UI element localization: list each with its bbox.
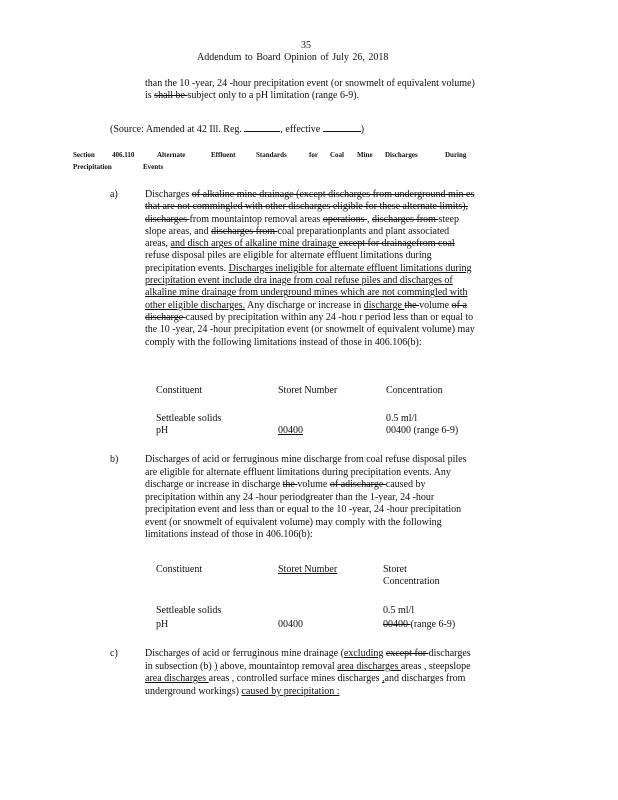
struck-text: that are not commingled with other discharges eligible for these alternate limits), <box>145 201 469 213</box>
text-segment: are eligible for alternate effluent limitations during precipitation events. Any <box>145 466 451 478</box>
paragraph-line <box>145 300 475 312</box>
table-header: Constituent <box>156 564 203 575</box>
struck-text: the <box>282 479 298 490</box>
intro-text: is <box>145 90 155 102</box>
text-segment: above, mountaintop removal <box>217 660 338 672</box>
table-header: Storet Number <box>278 385 338 396</box>
paragraph-line <box>145 661 471 674</box>
paragraph-line <box>145 529 466 542</box>
underlined-text: alkaline mine drainage from underground mines which are not commingled with <box>145 287 468 299</box>
table-cell: 00400 <box>278 425 303 436</box>
page-number: 35 <box>301 40 311 51</box>
struck-text: of alkaline mine drainage (except discharges from underground min es <box>191 189 475 200</box>
underlined-text: precipitation event include dra inage from coal refuse piles and discharges of <box>145 275 453 287</box>
blank-line <box>244 122 280 132</box>
table-header: Concentration <box>383 576 440 587</box>
paragraph-line <box>145 312 475 324</box>
heading-word: During <box>445 151 467 159</box>
text-segment: areas, <box>145 238 171 250</box>
heading-word: for <box>309 151 318 159</box>
underlined-text: area discharges <box>337 660 401 672</box>
text-segment: from mountaintop removal areas <box>189 213 323 225</box>
struck-text: operations <box>322 213 367 225</box>
struck-text: shall be <box>154 90 188 102</box>
paragraph-line <box>145 454 466 467</box>
text-segment: precipitation within any 24 -hour periodgreater than the 1-year, 24 -hour <box>145 491 435 503</box>
underlined-text: and disch arges of alkaline mine drainage <box>170 238 339 250</box>
heading-word: Mine <box>357 151 373 159</box>
paragraph-line <box>145 250 475 262</box>
text-segment: precipitation event and less than or equal to the 10 -year, 24 -hour precipitation <box>145 504 462 515</box>
paragraph-line <box>145 189 475 201</box>
text-segment: the 10 -year, 24 -hour precipitation event (or snowmelt of equivalent volume) may <box>145 324 475 336</box>
text-segment: Discharges of acid or ferruginous mine drainage ( <box>145 648 344 659</box>
heading-word: Precipitation <box>73 163 112 171</box>
paragraph-line <box>145 337 475 349</box>
text-segment: volume <box>297 479 330 490</box>
source-text: ) <box>360 124 365 135</box>
text-segment: areas , controlled surface mines discharges <box>208 673 383 685</box>
paragraph-line <box>145 287 475 299</box>
table-cell: Settleable solids <box>156 413 222 424</box>
text-segment: areas , steepslope <box>400 660 471 672</box>
heading-word: Alternate <box>157 151 186 159</box>
paragraph-line <box>145 517 466 530</box>
underlined-text: Discharges ineligible for alternate effluent limitations during <box>228 262 472 274</box>
paragraph-line <box>145 673 471 686</box>
page-title: Addendum to Board Opinion of July 26, 2018 <box>197 52 389 63</box>
table-header: Constituent <box>156 385 203 396</box>
struck-text: discharges <box>145 213 190 225</box>
paragraph-line <box>145 263 475 275</box>
subsection-label-a: a) <box>110 189 118 200</box>
underlined-text: discharge <box>363 299 405 311</box>
text-segment: caused by <box>385 479 426 490</box>
paragraph-line <box>145 275 475 287</box>
struck-text: the <box>404 299 420 311</box>
intro-line <box>145 90 475 102</box>
source-text: , effective <box>280 124 321 135</box>
section-number: 406.110 <box>112 151 135 159</box>
heading-word: Standards <box>256 151 287 159</box>
source-note <box>110 122 364 136</box>
struck-text: discharge <box>145 311 186 323</box>
struck-text: of a <box>451 299 467 311</box>
text-segment: limitations instead of those in 406.106(b): <box>145 529 313 540</box>
subsection-c-body <box>145 648 471 698</box>
paragraph-line <box>145 479 466 492</box>
subsection-b-body <box>145 454 466 542</box>
paragraph-line <box>145 504 466 517</box>
table-cell: 00400 <box>278 619 303 630</box>
table-header: Concentration <box>386 385 443 396</box>
paragraph-line <box>145 226 475 238</box>
subsection-a-body <box>145 189 475 349</box>
table-cell: Settleable solids <box>156 605 222 616</box>
text-segment: discharges <box>428 648 471 659</box>
heading-word: Effluent <box>211 151 236 159</box>
table-cell: 0.5 ml/l <box>386 413 418 424</box>
text-segment: precipitation events. <box>145 262 229 274</box>
underlined-text: excluding <box>343 648 384 659</box>
text-segment: underground workings) <box>145 685 242 697</box>
table-cell: pH <box>156 425 169 436</box>
underlined-text: ) <box>214 660 218 672</box>
intro-line: than the 10 -year, 24 -hour precipitation event (or snowmelt of equivalent volume) <box>145 78 475 89</box>
subsection-label-c: c) <box>110 648 118 659</box>
heading-word: Coal <box>330 151 344 159</box>
table-cell: 00400 (range 6-9) <box>386 425 459 436</box>
heading-word: Events <box>143 163 164 171</box>
paragraph-line <box>145 467 466 480</box>
text-segment: Discharges <box>145 189 192 200</box>
paragraph-line <box>145 492 466 505</box>
table-header: Storet Number <box>278 564 338 575</box>
source-text: (Source: Amended at 42 Ill. Reg. <box>110 124 242 135</box>
text-segment: caused by precipitation within any 24 -hou r period less than or equal to <box>185 311 474 323</box>
paragraph-line <box>145 324 475 336</box>
paragraph-line <box>145 214 475 226</box>
text-segment: Any discharge or increase in <box>245 299 364 311</box>
text-segment: slope areas, and <box>145 225 212 237</box>
paragraph-line <box>145 648 471 661</box>
intro-text: subject only to a pH limitation (range 6-9). <box>187 90 360 102</box>
text-segment: comply with the following limitations instead of those in 406.106(b): <box>145 336 422 348</box>
paragraph-line <box>145 238 475 250</box>
underlined-text: area discharges <box>145 673 209 685</box>
text-segment: steep <box>438 213 459 225</box>
struck-text: except for drainagefrom coal <box>338 238 455 250</box>
struck-text: discharges from <box>211 225 278 237</box>
section-label: Section <box>73 151 95 159</box>
text-segment: refuse disposal piles are eligible for alternate effluent limitations during <box>145 250 432 262</box>
table-cell <box>383 619 455 631</box>
text-segment: , <box>366 213 372 225</box>
blank-line <box>323 122 361 132</box>
struck-text: of adischarge <box>329 479 386 490</box>
struck-text: discharges from <box>371 213 439 225</box>
table-cell: 0.5 ml/l <box>383 605 415 616</box>
underlined-text: , <box>382 673 385 685</box>
underlined-text: caused by precipitation : <box>241 685 340 697</box>
text-segment: in subsection (b) <box>145 660 215 672</box>
text-segment: Discharges of acid or ferruginous mine discharge from coal refuse disposal piles <box>145 454 467 465</box>
underlined-text: other eligible discharges. <box>145 299 246 311</box>
table-cell: pH <box>156 619 169 630</box>
text-segment: event (or snowmelt of equivalent volume) may comply with the following <box>145 516 442 528</box>
intro-paragraph <box>145 78 475 102</box>
struck-text: except for <box>385 648 429 659</box>
paragraph-line <box>145 201 475 213</box>
text-segment: discharge or increase in discharge <box>145 479 283 490</box>
paragraph-line <box>145 686 471 699</box>
subsection-label-b: b) <box>110 454 119 465</box>
text-segment: and discharges from <box>384 673 466 685</box>
text-segment: coal preparationplants and plant associated <box>277 225 450 237</box>
table-cell-text: (range 6-9) <box>410 619 456 630</box>
struck-text: 00400 <box>383 619 411 630</box>
table-header: Storet <box>383 564 407 575</box>
text-segment: volume <box>419 299 452 311</box>
heading-word: Discharges <box>385 151 418 159</box>
